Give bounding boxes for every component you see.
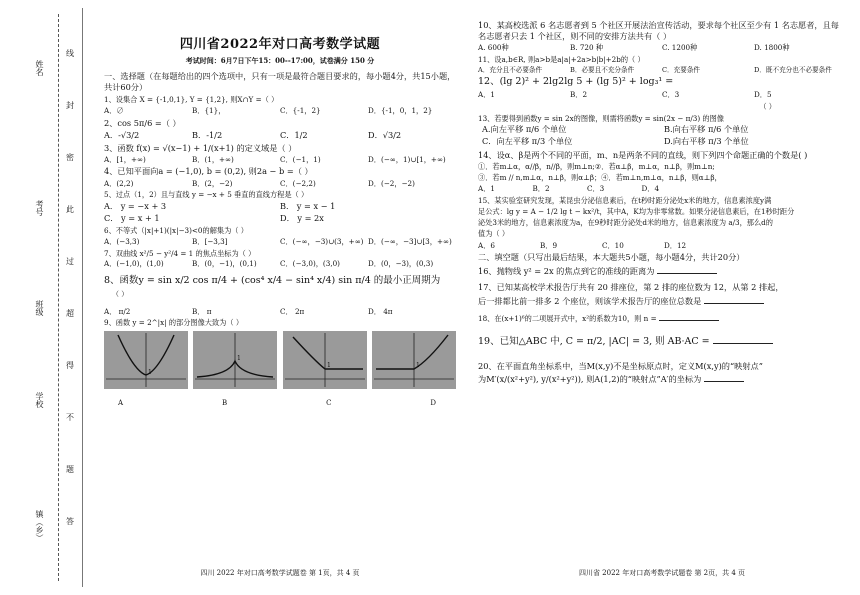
question-14-statement: ①．若m⊥α，α//β，n//β，则m⊥n;②．若α⊥β，m⊥α，n⊥β，则m⊥n; [478, 161, 715, 171]
graph-labels [104, 399, 456, 408]
option-b[interactable]: B． y = x − 1 [280, 200, 336, 211]
option-a[interactable]: A. 600种 [478, 43, 509, 53]
page-footer-left: 四川 2022 年对口高考数学试题卷 第 1页，共 4 页 [200, 569, 360, 577]
question-5-options [104, 201, 456, 224]
svg-text:1: 1 [148, 369, 152, 377]
seal-mark: 封 [63, 100, 77, 111]
svg-text:1: 1 [415, 362, 420, 370]
question-10-options [478, 43, 846, 53]
seal-mark: 此 [63, 204, 77, 215]
left-column [104, 18, 456, 408]
seal-mark: 超 [63, 308, 77, 319]
question-14-statement: ③．若m // n,m⊥α，n⊥β，则α⊥β；④．若m⊥n,m⊥α，n⊥β，则α⊥β， [478, 172, 722, 182]
answer-blank[interactable] [657, 265, 717, 274]
option-c[interactable]: C．(−1，1) [280, 154, 321, 164]
option-c[interactable]: C． 2π [280, 306, 305, 316]
question-5: 5、过点（1，2）且与直线 y = −x + 5 垂直的直线方程是（ ） [104, 190, 309, 200]
seal-dashed-line [58, 14, 59, 581]
seal-mark: 密 [63, 152, 77, 163]
question-13: 13、若要得到函数y = sin 2x的图像，则需将函数y = sin(2x − π/3) 的图像 [478, 113, 724, 123]
name-field[interactable]: 姓名 [35, 60, 44, 76]
option-a[interactable]: A．∅ [104, 105, 124, 115]
question-15: 15、某实验室研究发现，某昆虫分泌信息素后，在t秒时距分泌处x米的地方，信息素浓度y满 [478, 195, 772, 205]
option-c[interactable]: C．(−∞，−3)∪(3，+∞) [280, 236, 364, 246]
option-a[interactable]: A.向左平移 π/6 个单位 [482, 124, 567, 135]
option-d[interactable]: D．5 [754, 90, 772, 100]
option-b[interactable]: B．(2，−2) [192, 178, 233, 188]
seal-solid-line [82, 8, 83, 587]
option-b[interactable]: B．2 [532, 184, 550, 194]
option-c[interactable]: C．3 [587, 184, 605, 194]
answer-blank[interactable] [704, 373, 744, 382]
question-17: 后一排都比前一排多 2 个座位，则该学术报告厅的座位总数是 [478, 295, 846, 307]
question-11-options [478, 66, 846, 75]
seal-mark: 答 [63, 516, 77, 527]
question-1: 1、设集合 X = {-1,0,1}, Y = {1,2}, 则X∩Y =（ ） [104, 95, 279, 105]
option-b[interactable]: B. 720 种 [570, 43, 604, 53]
option-d[interactable]: D．(0，−3)，(0,3) [368, 259, 434, 269]
question-20: 20、在平面直角坐标系中，当M(x,y)不是坐标原点时，定义M(x,y)的“映射点” [478, 361, 763, 372]
option-b[interactable]: B．2 [570, 90, 588, 100]
graph-label: B [221, 399, 228, 408]
option-d[interactable]: D．√3/2 [368, 129, 402, 140]
option-a[interactable]: A． π/2 [104, 306, 131, 316]
option-d[interactable]: D．12 [664, 240, 687, 250]
option-d[interactable]: D．(−∞，−3]∪[3，+∞) [368, 236, 452, 246]
option-d[interactable]: D．(−2，−2) [368, 178, 415, 188]
question-12-options [478, 90, 846, 100]
class-field[interactable]: 班级 [35, 300, 44, 316]
seal-mark: 过 [63, 256, 77, 267]
option-b[interactable]: B．(0，−1)，(0,1) [192, 259, 257, 269]
seal-mark: 题 [63, 464, 77, 475]
option-d[interactable]: D．既不充分也不必要条件 [754, 65, 832, 74]
svg-text:1: 1 [326, 362, 331, 370]
question-14: 14、设α、β是两个不同的平面，m、n是两条不同的直线，则下列四个命题正确的个数是( ) [478, 149, 808, 160]
answer-blank[interactable] [659, 312, 719, 321]
seal-mark: 得 [63, 360, 77, 371]
option-b[interactable]: B.向右平移 π/6 个单位 [664, 124, 749, 135]
question-13-options [478, 124, 846, 147]
option-a[interactable]: A．(−3,3) [104, 236, 140, 246]
question-12-paren: （ ） [759, 101, 776, 111]
option-a[interactable]: A．[1，+∞) [104, 154, 146, 164]
graph-b[interactable] [193, 331, 277, 389]
option-a[interactable]: A． y = −x + 3 [104, 200, 167, 211]
answer-blank[interactable] [704, 295, 764, 304]
question-11: 11、设a,b∈R, 则a>b是a|a|+2a>b|b|+2b的（ ） [478, 54, 645, 64]
section-heading: 一、选择题（在每题给出的四个选项中，只有一项是最符合题目要求的，每小题4分，共15小题，共计60分） [104, 70, 456, 93]
section-heading: 二、填空题（只写出最后结果，本大题共5小题，每小题4分，共计20分） [478, 252, 745, 263]
question-15: 泌处3米的地方，信息素浓度为a，在9秒时距分泌处d米的地方，信息素浓度为 a/3，那么d的 [478, 218, 773, 228]
option-b[interactable]: B．-1/2 [192, 129, 223, 140]
question-10: 10、某高校选派 6 名志愿者到 5 个社区开展法治宣传活动，要求每个社区至少有 1 名志愿者，且每名志愿者只去 1 个社区，则不同的安排方法共有（ ） [478, 20, 839, 42]
svg-text:1: 1 [237, 355, 242, 363]
question-8: 8、函数y = sin x/2 cos π/4 + (cos⁴ x/4 − sin⁴ x/4) sin π/4 的最小正周期为 （ ） [104, 274, 441, 298]
question-12: 12、(lg 2)² + 2lg2lg 5 + (lg 5)² + log₃¹ = [478, 76, 674, 88]
seal-mark: 不 [63, 412, 77, 423]
question-6: 6、不等式（|x|+1)(|x|−3)<0的解集为（ ） [104, 226, 248, 236]
question-15: 值为（ ） [478, 229, 510, 239]
option-b[interactable]: B．{1}， [192, 105, 226, 115]
option-c[interactable]: C．1/2 [280, 129, 308, 140]
question-6-options [104, 237, 456, 247]
graph-a[interactable] [104, 331, 188, 389]
town-field[interactable]: 镇（乡） [35, 510, 44, 542]
question-3: 3、函数 f(x) = √(x−1) + 1/(x+1) 的定义域是（ ） [104, 142, 297, 153]
option-c[interactable]: C．向左平移 π/3 个单位 [482, 136, 573, 147]
option-d[interactable]: D． y = 2x [280, 213, 324, 224]
graph-d[interactable] [372, 331, 456, 389]
exam-subtitle: 考试时间：6月7日下午15：00--17:00，试卷满分 150 分 [185, 55, 375, 65]
exam-title: 四川省2022年对口高考数学试题 [179, 37, 381, 52]
question-19: 19、已知△ABC 中, C = π/2, |AC| = 3, 则 AB·AC = [478, 335, 846, 349]
question-17: 17、已知某高校学术报告厅共有 20 排座位，第 2 排的座位数为 12，从第 2 排起， [478, 282, 784, 293]
question-15-options [478, 241, 846, 251]
question-15: 足公式：lg y = A − 1/2 lg t − kx²/t，其中A，K均为非零常数。如果分泌信息素后，在1秒时距分 [478, 206, 795, 216]
option-a[interactable]: A．1 [478, 184, 495, 194]
option-b[interactable]: B．9 [540, 240, 558, 250]
question-9-graphs [104, 331, 456, 389]
question-7: 7、双曲线 x²/5 − y²/4 = 1 的焦点坐标为（ ） [104, 248, 256, 258]
answer-blank[interactable] [713, 335, 773, 344]
question-18: 18、在(x+1)⁶的二项展开式中，x²的系数为10，则 n = [478, 312, 846, 324]
option-c[interactable]: C． y = x + 1 [104, 213, 160, 224]
option-b[interactable]: B．(1，+∞) [192, 154, 234, 164]
question-2-options [104, 130, 456, 141]
question-9: 9、函数 y = 2^|x| 的部分图像大致为（ ） [104, 318, 244, 328]
option-c[interactable]: C．充要条件 [662, 65, 701, 74]
option-c[interactable]: C．3 [662, 90, 680, 100]
option-b[interactable]: B． π [192, 306, 212, 316]
option-b[interactable]: B．[−3,3] [192, 236, 228, 246]
question-8-options [104, 307, 456, 317]
question-16: 16、抛物线 y² = 2x 的焦点到它的准线的距离为 [478, 265, 846, 277]
option-c[interactable]: C．(−3,0)，(3,0) [280, 259, 340, 269]
option-a[interactable]: A．1 [478, 90, 495, 100]
seal-mark: 线 [63, 48, 77, 59]
option-a[interactable]: A．充分且不必要条件 [478, 65, 543, 74]
binding-margin [0, 0, 88, 595]
question-3-options [104, 155, 456, 165]
option-c[interactable]: C．10 [602, 240, 624, 250]
question-4: 4、已知平面向a = (−1,0), b = (0,2), 则2a − b =（ ） [104, 166, 313, 177]
question-1-options [104, 106, 456, 116]
option-c[interactable]: C．(−2,2) [280, 178, 316, 188]
option-a[interactable]: A．(−1,0)，(1,0) [104, 259, 164, 269]
option-d[interactable]: D. 1800种 [754, 43, 790, 53]
option-d[interactable]: D.向右平移 π/3 个单位 [664, 136, 749, 147]
option-a[interactable]: A．-√3/2 [104, 129, 140, 140]
question-4-options [104, 179, 456, 189]
option-b[interactable]: B．必要且不充分条件 [570, 65, 635, 74]
question-7-options [104, 259, 456, 269]
option-d[interactable]: D． 4π [368, 306, 393, 316]
page-footer-right: 四川省 2022 年对口高考数学试题卷 第 2页，共 4 页 [578, 569, 746, 577]
question-14-options [478, 184, 846, 194]
option-d[interactable]: D．(−∞，1)∪[1，+∞) [368, 154, 446, 164]
graph-label: C [326, 399, 332, 408]
exam-number-field[interactable]: 考号 [35, 200, 44, 216]
option-c[interactable]: C．{-1，2} [280, 105, 321, 115]
option-a[interactable]: A．6 [478, 240, 495, 250]
graph-label: A [118, 399, 124, 408]
question-20: 为M′(x/(x²+y²), y/(x²+y²)), 则A(1,2)的“映射点”A′的坐标为 [478, 373, 846, 385]
option-d[interactable]: D．{-1，0，1，2} [368, 105, 433, 115]
right-column [478, 18, 846, 387]
option-c[interactable]: C. 1200种 [662, 43, 698, 53]
option-d[interactable]: D．4 [641, 184, 660, 194]
question-2: 2、cos 5π/6 =（ ） [104, 117, 181, 128]
graph-c[interactable] [283, 331, 367, 389]
school-field[interactable]: 学校 [35, 392, 44, 408]
graph-label: D [430, 399, 436, 408]
option-a[interactable]: A．(2,2) [104, 178, 134, 188]
